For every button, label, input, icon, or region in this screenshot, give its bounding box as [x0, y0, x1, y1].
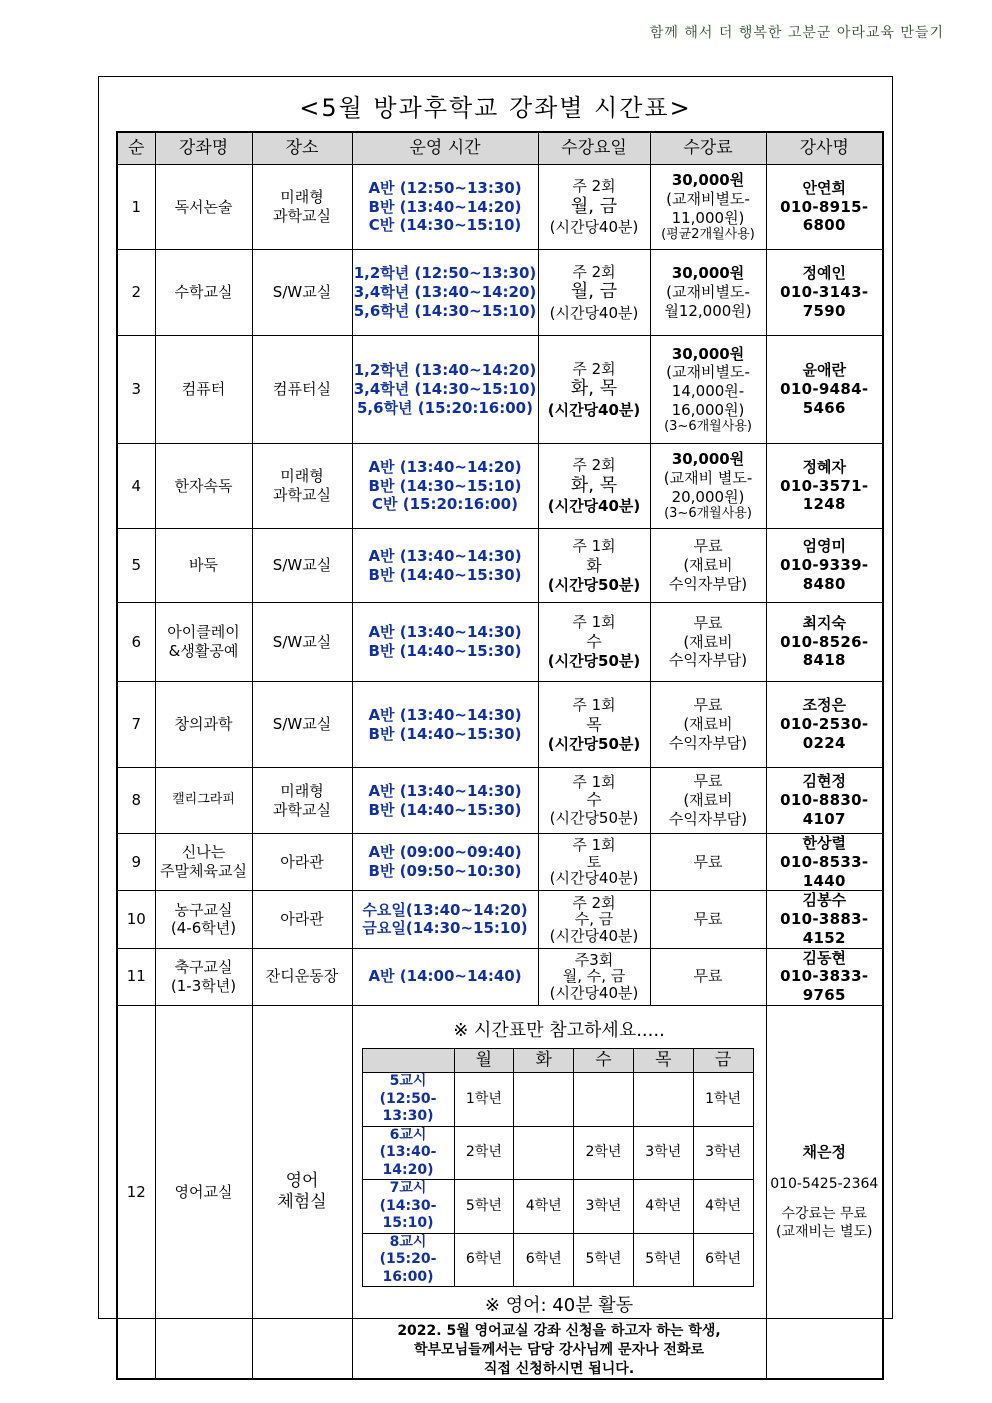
- fee: [650, 165, 766, 250]
- table-row: [117, 250, 883, 336]
- grade-cell: 6학년: [454, 1233, 514, 1287]
- place-line: 아라관: [280, 852, 324, 871]
- place: [252, 891, 352, 948]
- days-freq: 주 2회: [572, 177, 616, 195]
- period-label: 8교시: [389, 1233, 427, 1250]
- header-teacher: 강사명: [766, 132, 883, 165]
- grade-cell: 3학년: [574, 1180, 634, 1234]
- teacher-name: 최지숙: [802, 613, 846, 632]
- place-line: 영어: [285, 1170, 319, 1191]
- fee-note: 수익자부담): [668, 574, 748, 593]
- timetable-header: [362, 1049, 753, 1073]
- fee: [650, 444, 766, 529]
- place: [252, 250, 352, 336]
- teacher-name: 채은정: [802, 1143, 846, 1162]
- fee-note: (교재비별도-: [666, 190, 750, 209]
- fee: [650, 768, 766, 834]
- row-number: 12: [117, 1005, 155, 1379]
- grade-cell: 4학년: [633, 1180, 693, 1234]
- row-number: 2: [117, 250, 155, 336]
- fee-note: (재료비: [683, 791, 733, 810]
- place-line: S/W교실: [272, 283, 332, 302]
- course-name: 컴퓨터: [155, 336, 252, 444]
- fee-note: 20,000원): [671, 487, 745, 506]
- time-slot: 5,6학년 (14:30~15:10): [353, 301, 537, 320]
- header-time: 운영 시간: [352, 132, 538, 165]
- days-duration: (시간당40분): [549, 926, 639, 945]
- day-header: 금: [693, 1049, 753, 1073]
- fee-amount: 무료: [693, 772, 723, 791]
- class-days: [538, 603, 650, 682]
- days-duration: (시간당50분): [549, 808, 639, 827]
- header-row: [117, 132, 883, 165]
- days-value: 수: [586, 790, 602, 810]
- table-row-english: [117, 1005, 883, 1379]
- days-value: 화, 목: [570, 474, 618, 496]
- days-freq: 주3회: [574, 950, 614, 969]
- period-label: 5교시: [389, 1073, 427, 1090]
- row-number: 5: [117, 529, 155, 603]
- time-slot: 3,4학년 (14:30~15:10): [353, 380, 537, 399]
- teacher: [766, 444, 883, 529]
- period-cell: [362, 1073, 454, 1127]
- place: [252, 603, 352, 682]
- class-days: [538, 834, 650, 891]
- table-row: [117, 891, 883, 948]
- fee: [650, 336, 766, 444]
- days-value: 수, 금: [574, 910, 614, 929]
- time-slot: A반 (14:00~14:40): [368, 967, 522, 986]
- run-times: [352, 948, 538, 1005]
- fee-amount: 무료: [693, 852, 723, 871]
- grade-cell: 3학년: [633, 1126, 693, 1180]
- header-course: 강좌명: [155, 132, 252, 165]
- row-number: 11: [117, 948, 155, 1005]
- place: [252, 768, 352, 834]
- table-row: [117, 336, 883, 444]
- header-no: 순: [117, 132, 155, 165]
- grade-cell: 6학년: [514, 1233, 574, 1287]
- teacher-name: 김현정: [802, 772, 846, 791]
- teacher-phone: 010-3883-4152: [780, 910, 869, 947]
- table-row: [117, 529, 883, 603]
- period-label: 7교시: [389, 1180, 427, 1197]
- fee-note: (교재비별도-: [666, 283, 750, 302]
- fee-amount: 무료: [693, 696, 723, 715]
- teacher-phone: 010-3833-9765: [780, 967, 869, 1004]
- teacher: [766, 948, 883, 1005]
- days-freq: 주 2회: [572, 359, 616, 378]
- header-fee: 수강료: [650, 132, 766, 165]
- time-slot: 1,2학년 (12:50~13:30): [353, 264, 537, 283]
- time-slot: C반 (15:20:16:00): [372, 495, 518, 514]
- class-days: [538, 682, 650, 768]
- days-duration: (시간당50분): [547, 575, 641, 594]
- teacher-phone: 010-9339-8480: [780, 556, 869, 593]
- course-name-line: 주말체육교실: [160, 862, 247, 881]
- days-duration: (시간당40분): [547, 400, 641, 419]
- fee: [650, 529, 766, 603]
- row-number: 3: [117, 336, 155, 444]
- place: [252, 444, 352, 529]
- course-name: 수학교실: [155, 250, 252, 336]
- grade-cell: [574, 1073, 634, 1127]
- course-name: 한자속독: [155, 444, 252, 529]
- page-title: <5월 방과후학교 강좌별 시간표>: [299, 94, 692, 122]
- fee-note: 11,000원): [671, 208, 745, 227]
- time-slot: A반 (12:50~13:30): [368, 178, 522, 197]
- place: [252, 529, 352, 603]
- time-slot: B반 (14:40~15:30): [368, 642, 522, 660]
- grade-cell: 1학년: [693, 1073, 753, 1127]
- grade-cell: 1학년: [454, 1073, 514, 1127]
- class-days: [538, 948, 650, 1005]
- period-time: (12:50-13:30): [379, 1090, 437, 1125]
- days-value: 목: [586, 714, 602, 734]
- schedule-note: ※ 시간표만 참고하세요.....: [453, 1019, 665, 1041]
- place-line: 아라관: [280, 910, 324, 928]
- course-name-line: 농구교실: [174, 900, 233, 919]
- days-duration: (시간당40분): [549, 869, 639, 888]
- time-slot: A반 (13:40~14:30): [368, 781, 522, 800]
- header-place: 장소: [252, 132, 352, 165]
- run-times: [352, 603, 538, 682]
- teacher-phone: 010-5425-2364: [770, 1175, 879, 1192]
- time-slot: B반 (14:40~15:30): [368, 800, 522, 819]
- english-timetable: [362, 1048, 754, 1287]
- fee-note: (교재비별도-: [666, 363, 750, 382]
- row-number: 1: [117, 165, 155, 250]
- run-times: [352, 250, 538, 336]
- teacher-name: 정예인: [802, 264, 846, 283]
- days-freq: 주 2회: [572, 262, 616, 281]
- day-header: 월: [454, 1049, 514, 1073]
- place-line: 체험실: [277, 1192, 327, 1213]
- teacher-phone: 010-3143-7590: [780, 283, 869, 320]
- teacher-phone: 010-8526-8418: [780, 632, 869, 670]
- days-duration: (시간당40분): [547, 497, 641, 516]
- grade-cell: 2학년: [454, 1126, 514, 1180]
- teacher-phone: 010-8533-1440: [780, 852, 869, 890]
- fee-note: 수익자부담): [668, 733, 748, 752]
- days-freq: 주 2회: [572, 456, 616, 474]
- row-number: 10: [117, 891, 155, 948]
- days-duration: (시간당50분): [547, 652, 641, 670]
- fee: [650, 834, 766, 891]
- period-time: (15:20-16:00): [379, 1251, 437, 1285]
- fee: [650, 682, 766, 768]
- time-slot: A반 (13:40~14:30): [368, 623, 522, 642]
- grade-cell: [633, 1073, 693, 1127]
- class-days: [538, 336, 650, 444]
- teacher: [766, 682, 883, 768]
- table-row: [117, 603, 883, 682]
- row-number: 7: [117, 682, 155, 768]
- fee-amount: 무료: [693, 967, 723, 986]
- grade-cell: 4학년: [514, 1180, 574, 1234]
- run-times: [352, 768, 538, 834]
- place: [252, 1005, 352, 1379]
- course-name: 독서논술: [155, 165, 252, 250]
- teacher-phone: 010-8830-4107: [780, 791, 869, 828]
- course-name-line: 신나는: [181, 843, 226, 862]
- course-name: 캘리그라피: [155, 768, 252, 834]
- teacher-phone: 010-8915-6800: [780, 197, 869, 235]
- place: [252, 834, 352, 891]
- place-line: S/W교실: [272, 556, 332, 575]
- fee-note: (재료비: [683, 556, 733, 575]
- days-value: 월, 금: [570, 281, 618, 303]
- table-row: [117, 948, 883, 1005]
- fee-amount: 30,000원: [671, 344, 745, 363]
- class-days: [538, 165, 650, 250]
- days-duration: (시간당40분): [549, 983, 639, 1002]
- fee-amount: 30,000원: [671, 264, 745, 283]
- fee: [650, 948, 766, 1005]
- row-number: 8: [117, 768, 155, 834]
- days-value: 월, 금: [570, 195, 618, 217]
- days-freq: 주 1회: [572, 613, 616, 632]
- teacher: [766, 603, 883, 682]
- row-number: 9: [117, 834, 155, 891]
- run-times: [352, 444, 538, 529]
- table-row: [117, 682, 883, 768]
- time-slot: B반 (14:40~15:30): [368, 724, 522, 743]
- fee-amount: 무료: [693, 910, 723, 928]
- fee: [650, 891, 766, 948]
- timetable-row: [362, 1233, 753, 1287]
- course-name-line: 축구교실: [174, 957, 233, 976]
- period-cell: [362, 1180, 454, 1234]
- days-freq: 주 2회: [572, 893, 616, 912]
- time-slot: 3,4학년 (13:40~14:20): [353, 283, 537, 302]
- fee-note: 수강료는 무료: [781, 1205, 868, 1222]
- notice-line: 직접 신청하시면 됩니다.: [483, 1360, 635, 1377]
- days-value: 화, 목: [570, 378, 618, 400]
- fee-amount: 무료: [693, 613, 723, 632]
- grade-cell: [514, 1073, 574, 1127]
- period-cell: [362, 1233, 454, 1287]
- time-slot: A반 (13:40~14:20): [368, 457, 522, 476]
- teacher-phone: 010-2530-0224: [780, 715, 869, 752]
- header-days: 수강요일: [538, 132, 650, 165]
- grade-cell: 4학년: [693, 1180, 753, 1234]
- day-header: 화: [514, 1049, 574, 1073]
- days-freq: 주 1회: [572, 773, 616, 792]
- run-times: [352, 336, 538, 444]
- run-times: [352, 891, 538, 948]
- fee-note: (3~6개월사용): [664, 505, 752, 521]
- time-slot: B반 (13:40~14:20): [368, 197, 522, 216]
- fee-note: (교재비는 별도): [775, 1223, 873, 1240]
- course-name: 바둑: [155, 529, 252, 603]
- course-name: 창의과학: [155, 682, 252, 768]
- row-number: 6: [117, 603, 155, 682]
- place-line: S/W교실: [272, 632, 332, 651]
- fee-note: 16,000원): [671, 400, 745, 419]
- place-line: S/W교실: [272, 715, 332, 734]
- teacher: [766, 250, 883, 336]
- teacher: [766, 336, 883, 444]
- course-name: [155, 891, 252, 948]
- day-header: 목: [633, 1049, 693, 1073]
- time-slot: A반 (13:40~14:30): [368, 705, 522, 724]
- class-days: [538, 891, 650, 948]
- days-duration: (시간당40분): [549, 218, 639, 237]
- teacher: [766, 768, 883, 834]
- table-row: [117, 444, 883, 529]
- place-line: 미래형: [280, 188, 324, 207]
- notice-line: 2022. 5월 영어교실 강좌 신청을 하고자 하는 학생,: [397, 1322, 721, 1339]
- days-duration: (시간당40분): [549, 303, 639, 322]
- days-value: 화: [586, 555, 602, 575]
- place-line: 과학교실: [273, 800, 331, 819]
- days-value: 수: [586, 632, 602, 651]
- place-line: 미래형: [280, 781, 324, 800]
- fee-note: 수익자부담): [668, 809, 748, 828]
- timetable-row: [362, 1073, 753, 1127]
- days-duration: (시간당50분): [547, 734, 641, 753]
- grade-cell: 5학년: [574, 1233, 634, 1287]
- fee-note: (3~6개월사용): [664, 418, 752, 434]
- timetable-row: [362, 1180, 753, 1234]
- run-times: [352, 682, 538, 768]
- teacher-name: 한상렬: [802, 834, 846, 852]
- fee-amount: 무료: [693, 537, 723, 556]
- fee-note: (교재비 별도-: [663, 469, 753, 488]
- table-row: [117, 834, 883, 891]
- period-cell: [362, 1126, 454, 1180]
- place-line: 미래형: [280, 467, 324, 486]
- place: [252, 948, 352, 1005]
- time-slot: B반 (09:50~10:30): [368, 862, 522, 881]
- place-line: 잔디운동장: [265, 967, 339, 986]
- teacher: [766, 891, 883, 948]
- fee-note: (재료비: [683, 632, 733, 651]
- teacher-name: 안연희: [802, 178, 846, 197]
- grade-cell: 2학년: [574, 1126, 634, 1180]
- grade-cell: 5학년: [454, 1180, 514, 1234]
- place: [252, 165, 352, 250]
- fee-note: 14,000원-: [671, 382, 745, 401]
- corner-cell: [362, 1049, 454, 1073]
- fee-amount: 30,000원: [671, 450, 745, 469]
- teacher: [766, 529, 883, 603]
- course-name-line: &생활공예: [168, 642, 239, 660]
- day-header: 수: [574, 1049, 634, 1073]
- run-times: [352, 529, 538, 603]
- grade-cell: 6학년: [693, 1233, 753, 1287]
- teacher: [766, 165, 883, 250]
- teacher-name: 김동현: [802, 948, 846, 967]
- class-days: [538, 529, 650, 603]
- course-name: [155, 834, 252, 891]
- class-days: [538, 444, 650, 529]
- place-line: 과학교실: [273, 486, 331, 504]
- run-times: [352, 165, 538, 250]
- time-slot: A반 (13:40~14:30): [368, 546, 522, 565]
- time-slot: 금요일(14:30~15:10): [362, 919, 528, 938]
- grade-cell: 3학년: [693, 1126, 753, 1180]
- class-days: [538, 768, 650, 834]
- run-times: [352, 834, 538, 891]
- course-name-line: (4-6학년): [170, 919, 237, 938]
- course-name-line: (1-3학년): [170, 976, 237, 995]
- teacher-phone: 010-9484-5466: [780, 380, 869, 417]
- grade-cell: 5학년: [633, 1233, 693, 1287]
- period-time: (13:40-14:20): [379, 1144, 437, 1178]
- course-name-line: 아이클레이: [167, 623, 240, 642]
- days-value: 월, 수, 금: [562, 967, 626, 986]
- days-freq: 주 1회: [572, 536, 616, 555]
- time-slot: B반 (14:40~15:30): [368, 565, 522, 584]
- class-days: [538, 250, 650, 336]
- teacher: [766, 834, 883, 891]
- period-label: 6교시: [389, 1126, 427, 1143]
- teacher-phone: 010-3571-1248: [780, 476, 869, 514]
- days-value: 토: [586, 852, 602, 871]
- course-name: 영어교실: [155, 1005, 252, 1379]
- fee: [650, 603, 766, 682]
- days-freq: 주 1회: [572, 695, 616, 714]
- teacher-name: 윤애란: [802, 361, 846, 380]
- schedule-table: [116, 131, 884, 1380]
- teacher-name: 엄영미: [802, 537, 846, 556]
- table-row: [117, 165, 883, 250]
- time-slot: B반 (14:30~15:10): [368, 476, 522, 495]
- place-line: 과학교실: [273, 207, 331, 225]
- english-schedule: [352, 1005, 766, 1379]
- fee: [650, 250, 766, 336]
- teacher-name: 정혜자: [802, 457, 846, 476]
- fee-note: (재료비: [683, 715, 733, 734]
- fee-amount: 30,000원: [671, 171, 745, 190]
- fee-note: (평균2개월사용): [661, 226, 755, 242]
- table-row: [117, 768, 883, 834]
- time-slot: 1,2학년 (13:40~14:20): [353, 361, 537, 380]
- time-slot: C반 (14:30~15:10): [368, 216, 522, 235]
- place: [252, 682, 352, 768]
- course-name: [155, 603, 252, 682]
- teacher-name: 조정은: [802, 696, 846, 715]
- fee-note: 월12,000원): [664, 301, 752, 320]
- fee-note: 수익자부담): [668, 651, 748, 670]
- place-line: 컴퓨터실: [273, 380, 331, 399]
- activity-note: ※ 영어: 40분 활동: [484, 1295, 634, 1317]
- time-slot: A반 (09:00~09:40): [368, 843, 522, 862]
- time-slot: 5,6학년 (15:20:16:00): [357, 398, 533, 417]
- place: [252, 336, 352, 444]
- application-notice: [353, 1322, 766, 1379]
- grade-cell: [514, 1126, 574, 1180]
- row-number: 4: [117, 444, 155, 529]
- time-slot: 수요일(13:40~14:20): [362, 900, 528, 919]
- slogan: 함께 해서 더 행복한 고분군 아라교육 만들기: [649, 25, 944, 41]
- notice-line: 학부모님들께서는 담당 강사님께 문자나 전화로: [414, 1341, 704, 1358]
- period-time: (14:30-15:10): [379, 1197, 437, 1232]
- teacher-name: 김봉수: [802, 891, 846, 910]
- teacher: [766, 1005, 883, 1379]
- days-freq: 주 1회: [572, 836, 616, 855]
- course-name: [155, 948, 252, 1005]
- timetable-row: [362, 1126, 753, 1180]
